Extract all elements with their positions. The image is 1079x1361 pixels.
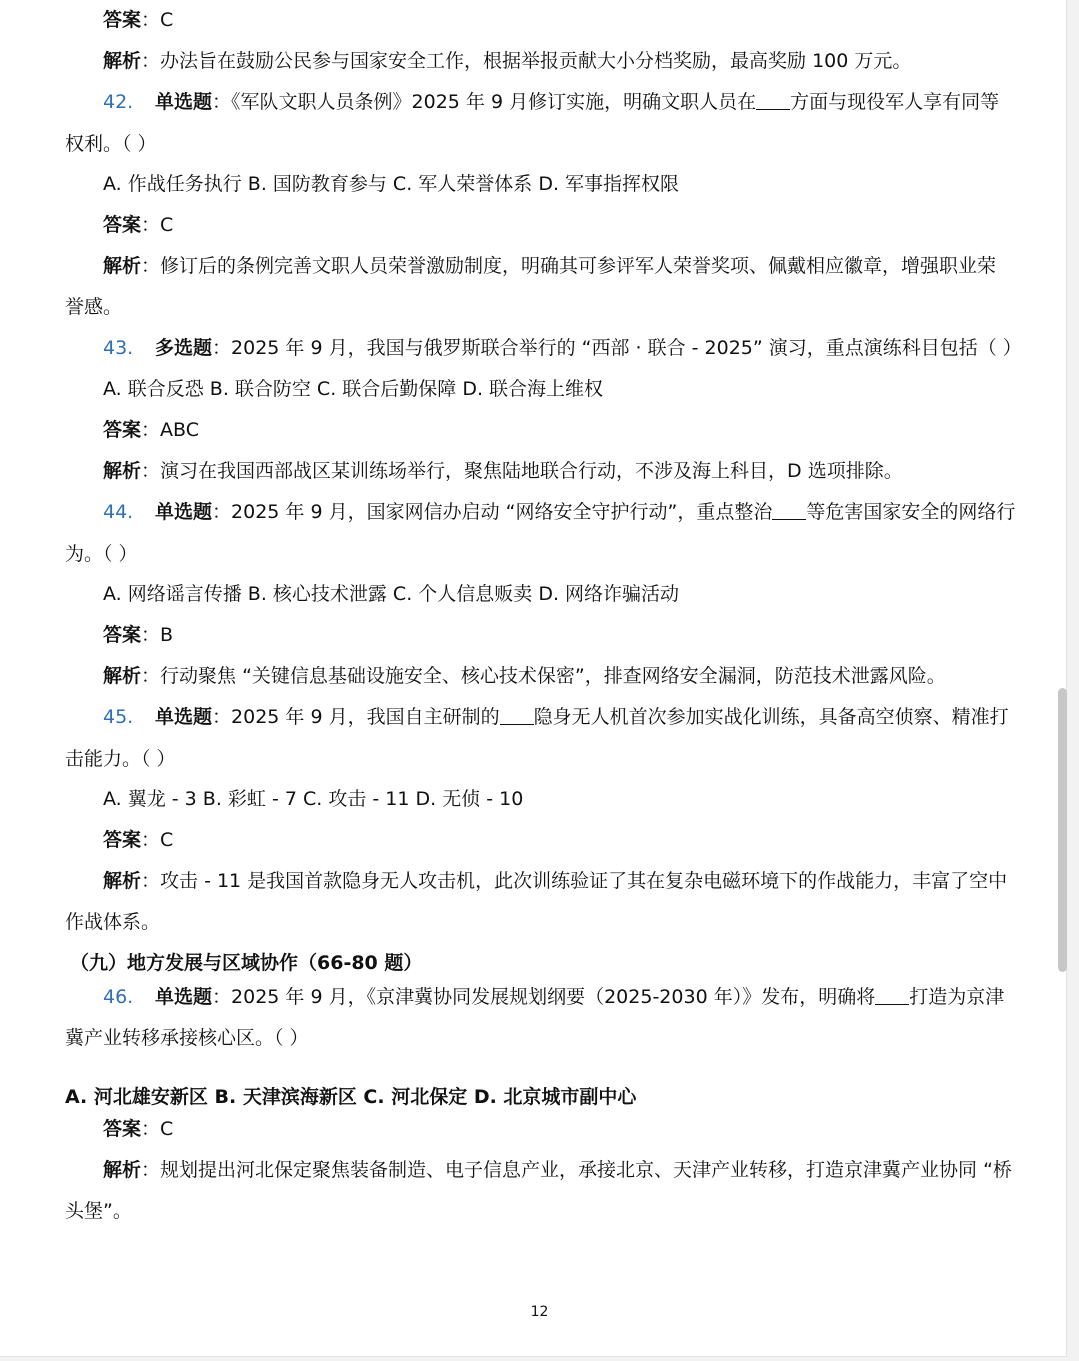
fill-blank	[875, 986, 909, 1005]
section-heading: （九）地方发展与区域协作（66-80 题）	[70, 952, 423, 974]
analysis-46-cont: 头堡”。	[65, 1200, 132, 1222]
analysis-line-45: 解析：攻击 - 11 是我国首款隐身无人攻击机，此次训练验证了其在复杂电磁环境下的作战能力，丰富了空中	[103, 870, 1008, 892]
question-number: 43.	[103, 337, 134, 359]
answer-line-45: 答案：C	[103, 829, 174, 851]
analysis-line-43: 解析：演习在我国西部战区某训练场举行，聚焦陆地联合行动，不涉及海上科目，D 选项排除。	[103, 460, 903, 482]
analysis-line-46: 解析：规划提出河北保定聚焦装备制造、电子信息产业，承接北京、天津产业转移，打造京津冀产业协同 “桥	[103, 1159, 1012, 1181]
answer-line-42: 答案：C	[103, 214, 174, 236]
analysis-45-cont: 作战体系。	[65, 911, 161, 933]
vertical-scrollbar[interactable]	[1058, 688, 1067, 972]
question-number: 44.	[103, 501, 134, 523]
question-45-cont: 击能力。（ ）	[65, 748, 176, 770]
question-46: 46. 单选题：2025 年 9 月，《京津冀协同发展规划纲要（2025-2030 年）》发布，明确将 打造为京津	[103, 986, 1005, 1008]
options-43: A. 联合反恐 B. 联合防空 C. 联合后勤保障 D. 联合海上维权	[103, 378, 604, 400]
analysis-line-42: 解析：修订后的条例完善文职人员荣誉激励制度，明确其可参评军人荣誉奖项、佩戴相应徽章，增强职业荣	[103, 255, 997, 277]
answer-line-43: 答案：ABC	[103, 419, 199, 441]
answer-line-46: 答案：C	[103, 1118, 174, 1140]
question-42: 42. 单选题：《军队文职人员条例》2025 年 9 月修订实施，明确文职人员在 方面与现役军人享有同等	[103, 91, 1000, 113]
options-42: A. 作战任务执行 B. 国防教育参与 C. 军人荣誉体系 D. 军事指挥权限	[103, 173, 680, 195]
question-46-cont: 冀产业转移承接核心区。（ ）	[65, 1027, 309, 1049]
analysis-line-41: 解析：办法旨在鼓励公民参与国家安全工作，根据举报贡献大小分档奖励，最高奖励 100 万元。	[103, 50, 912, 72]
fill-blank	[772, 501, 806, 520]
question-number: 42.	[103, 91, 134, 113]
question-number: 46.	[103, 986, 134, 1008]
options-45: A. 翼龙 - 3 B. 彩虹 - 7 C. 攻击 - 11 D. 无侦 - 10	[103, 788, 524, 810]
options-46: A. 河北雄安新区 B. 天津滨海新区 C. 河北保定 D. 北京城市副中心	[65, 1086, 637, 1108]
question-43: 43. 多选题：2025 年 9 月，我国与俄罗斯联合举行的 “西部 · 联合 - 2025” 演习，重点演练科目包括（ ）	[103, 337, 1022, 359]
answer-line-41: 答案：C	[103, 9, 174, 31]
question-42-cont: 权利。（ ）	[65, 133, 157, 155]
analysis-line-44: 解析：行动聚焦 “关键信息基础设施安全、核心技术保密”，排查网络安全漏洞，防范技术泄露风险。	[103, 665, 946, 687]
fill-blank	[756, 91, 790, 110]
fill-blank	[500, 706, 534, 725]
answer-line-44: 答案：B	[103, 624, 174, 646]
page-number: 12	[530, 1304, 549, 1320]
question-44: 44. 单选题：2025 年 9 月，国家网信办启动 “网络安全守护行动”，重点整治 等危害国家安全的网络行	[103, 501, 1016, 523]
question-45: 45. 单选题：2025 年 9 月，我国自主研制的 隐身无人机首次参加实战化训练，具备高空侦察、精准打	[103, 706, 1009, 728]
options-44: A. 网络谣言传播 B. 核心技术泄露 C. 个人信息贩卖 D. 网络诈骗活动	[103, 583, 680, 605]
question-number: 45.	[103, 706, 134, 728]
question-44-cont: 为。（ ）	[65, 543, 138, 565]
analysis-42-cont: 誉感。	[65, 296, 123, 318]
